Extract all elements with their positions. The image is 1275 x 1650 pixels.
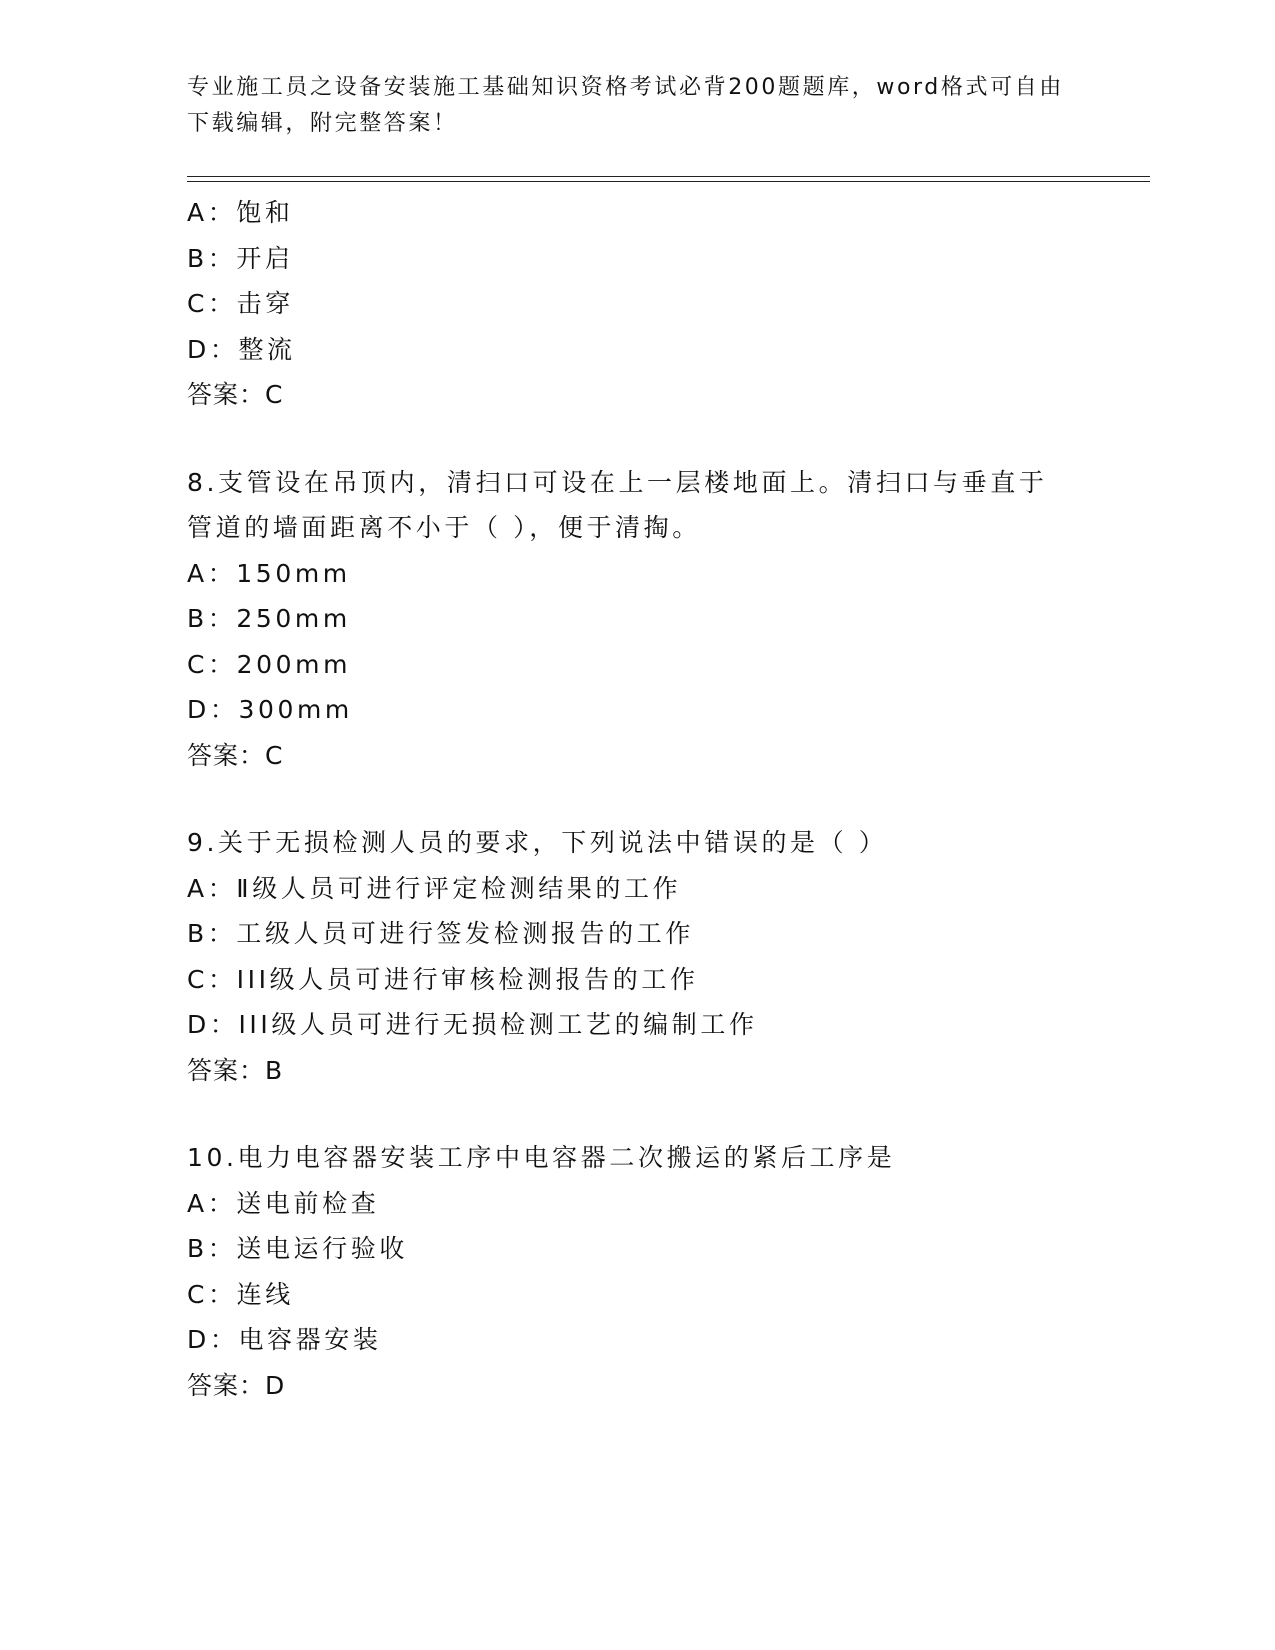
option-c: C：连线 <box>187 1279 294 1309</box>
option-d: D：300mm <box>187 695 353 724</box>
answer-line: 答案：B <box>187 1055 284 1085</box>
option-b: B：工级人员可进行签发检测报告的工作 <box>187 919 694 948</box>
header-rule-top <box>187 176 1150 177</box>
option-d: D：III级人员可进行无损检测工艺的编制工作 <box>187 1010 758 1039</box>
option-b: B：送电运行验收 <box>187 1234 408 1263</box>
question-text: 9.关于无损检测人员的要求，下列说法中错误的是（ ） <box>187 828 888 857</box>
question-text: 8.支管设在吊顶内，清扫口可设在上一层楼地面上。清扫口与垂直于 <box>187 467 1048 497</box>
option-a: A：饱和 <box>187 198 294 227</box>
option-c: C：击穿 <box>187 289 294 318</box>
option-c: C：III级人员可进行审核检测报告的工作 <box>187 964 699 994</box>
question-block <box>187 190 1147 418</box>
option-a: A：150mm <box>187 558 351 588</box>
header-rule-bottom <box>187 181 1150 182</box>
question-text: 管道的墙面距离不小于（ ），便于清掏。 <box>187 513 701 542</box>
option-a: A：送电前检查 <box>187 1188 380 1218</box>
option-d: D：整流 <box>187 334 296 364</box>
question-block <box>187 820 1147 1093</box>
question-block <box>187 460 1147 779</box>
option-a: A：Ⅱ级人员可进行评定检测结果的工作 <box>187 873 682 903</box>
question-list <box>187 190 1147 1408</box>
option-b: B：开启 <box>187 243 294 273</box>
document-header: 专业施工员之设备安装施工基础知识资格考试必背200题题库，word格式可自由下载编辑，附完整答案！ <box>187 75 1064 136</box>
question-block <box>187 1135 1147 1408</box>
answer-line: 答案：C <box>187 380 284 409</box>
answer-line: 答案：D <box>187 1370 286 1400</box>
option-b: B：250mm <box>187 604 351 633</box>
option-c: C：200mm <box>187 649 352 679</box>
answer-line: 答案：C <box>187 740 284 770</box>
option-d: D：电容器安装 <box>187 1325 382 1354</box>
question-text: 10.电力电容器安装工序中电容器二次搬运的紧后工序是 <box>187 1143 896 1172</box>
